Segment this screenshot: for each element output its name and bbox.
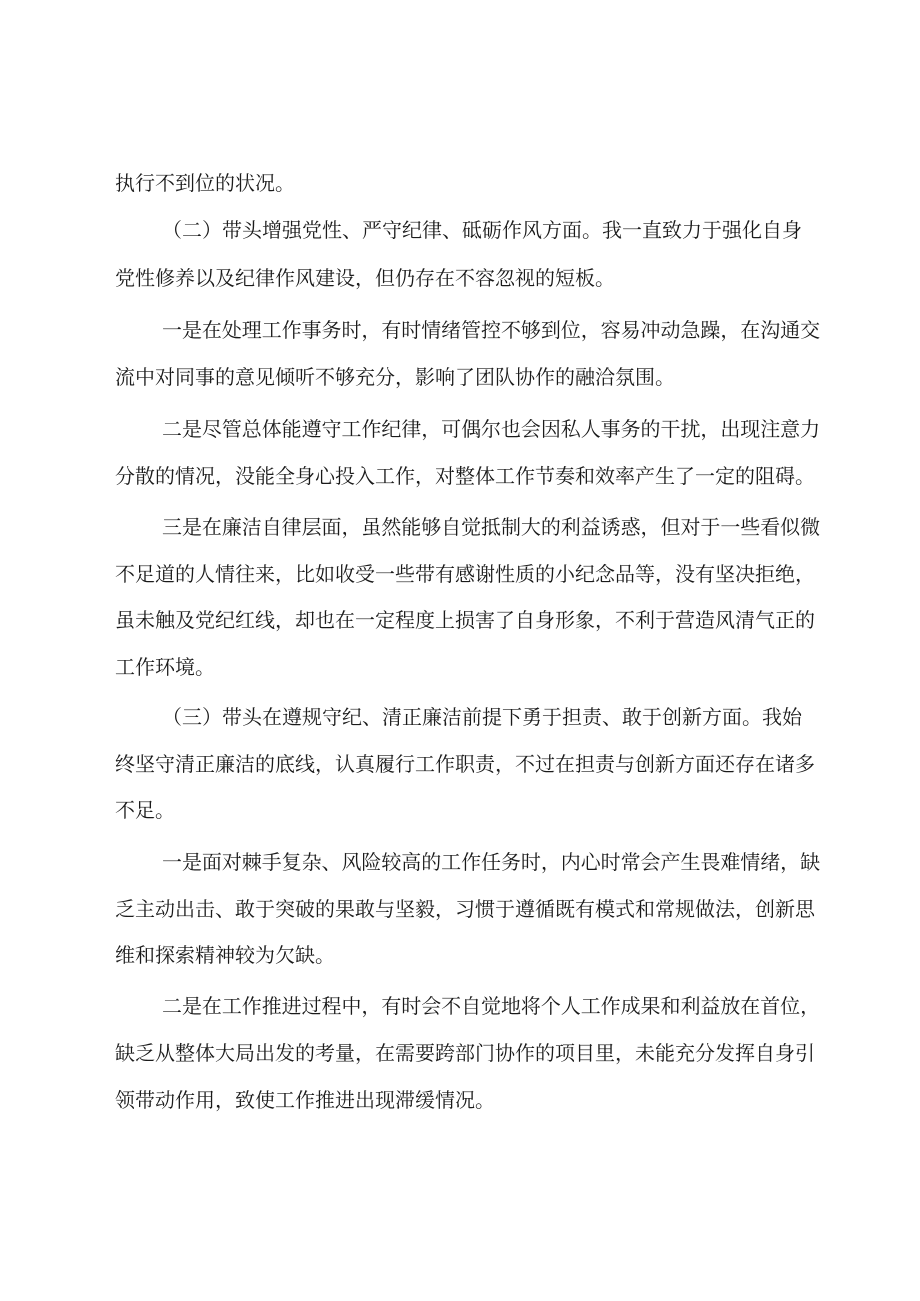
paragraph-line: 领带动作用，致使工作推进出现滞缓情况。 <box>115 1088 495 1112</box>
paragraph-line: 乏主动出击、敢于突破的果敢与坚毅，习惯于遵循既有模式和常规做法，创新思 <box>115 897 815 921</box>
section-heading-line: （三）带头在遵规守纪、清正廉洁前提下勇于担责、敢于创新方面。我始 <box>162 705 802 729</box>
paragraph-line: 流中对同事的意见倾听不够充分，影响了团队协作的融洽氛围。 <box>115 365 675 389</box>
paragraph-line: 执行不到位的状况。 <box>115 171 295 195</box>
paragraph-line: 分散的情况，没能全身心投入工作，对整体工作节奏和效率产生了一定的阻碍。 <box>115 464 815 488</box>
paragraph-line: 不足。 <box>115 798 175 822</box>
paragraph-line: 一是面对棘手复杂、风险较高的工作任务时，内心时常会产生畏难情绪，缺 <box>162 850 821 874</box>
paragraph-line: 三是在廉洁自律层面，虽然能够自觉抵制大的利益诱惑，但对于一些看似微 <box>162 515 821 539</box>
paragraph-line: 虽未触及党纪红线，却也在一定程度上损害了自身形象，不利于营造风清气正的 <box>115 608 815 632</box>
paragraph-line: 缺乏从整体大局出发的考量，在需要跨部门协作的项目里，未能充分发挥自身引 <box>115 1041 815 1065</box>
paragraph-line: 维和探索精神较为欠缺。 <box>115 943 335 967</box>
section-heading-line: （二）带头增强党性、严守纪律、砥砺作风方面。我一直致力于强化自身 <box>162 218 802 242</box>
paragraph-line: 二是尽管总体能遵守工作纪律，可偶尔也会因私人事务的干扰，出现注意力 <box>162 417 821 441</box>
paragraph-line: 党性修养以及纪律作风建设，但仍存在不容忽视的短板。 <box>115 266 615 290</box>
paragraph-line: 工作环境。 <box>115 655 215 679</box>
paragraph-line: 一是在处理工作事务时，有时情绪管控不够到位，容易冲动急躁，在沟通交 <box>162 318 821 342</box>
paragraph-line: 二是在工作推进过程中，有时会不自觉地将个人工作成果和利益放在首位， <box>162 994 821 1018</box>
paragraph-line: 不足道的人情往来，比如收受一些带有感谢性质的小纪念品等，没有坚决拒绝， <box>115 562 815 586</box>
paragraph-line: 终坚守清正廉洁的底线，认真履行工作职责，不过在担责与创新方面还存在诸多 <box>115 752 815 776</box>
